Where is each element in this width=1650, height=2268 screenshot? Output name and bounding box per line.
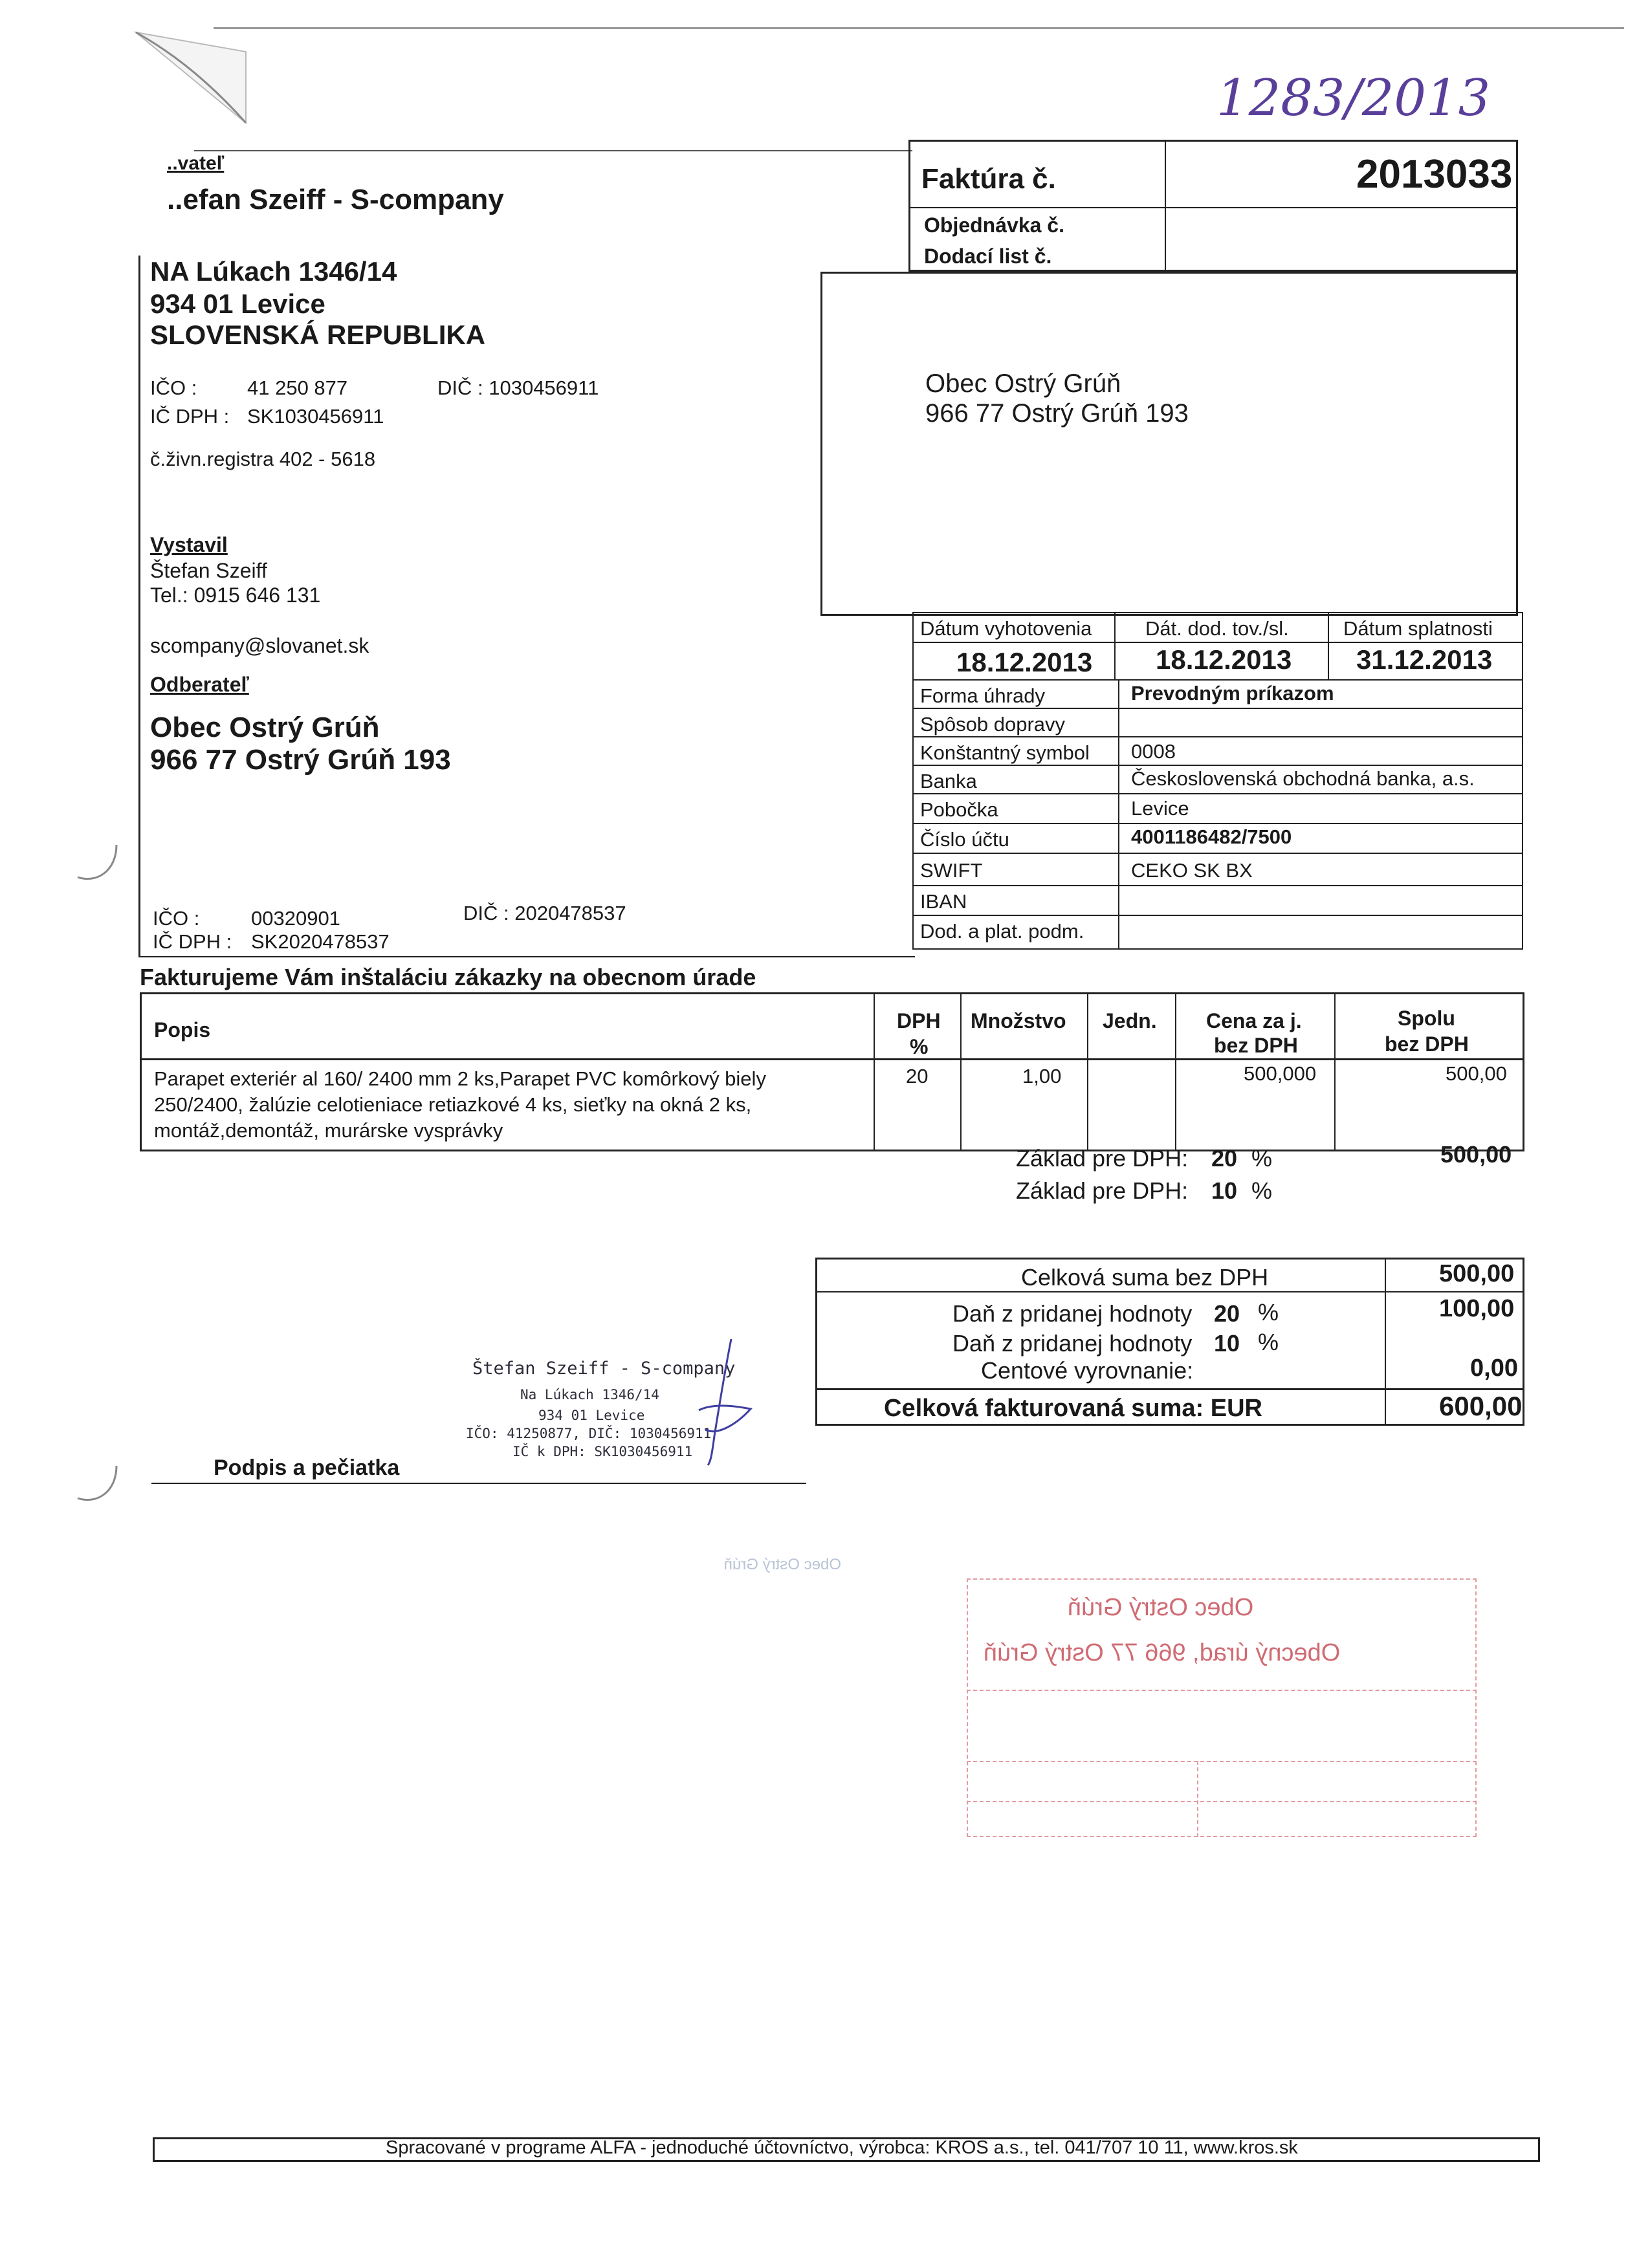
recipient-address: 966 77 Ostrý Grúň 193 — [925, 399, 1189, 428]
vat20-rate: 20 — [1214, 1300, 1240, 1327]
supplier-registry: č.živn.registra 402 - 5618 — [150, 448, 376, 470]
customer-icdph-label: IČ DPH : — [153, 930, 232, 953]
net-total: 500,00 — [1439, 1260, 1515, 1287]
summary-col-divider — [1385, 1258, 1386, 1426]
items-col-divider — [1087, 992, 1088, 1151]
payment-row-label: Spôsob dopravy — [920, 713, 1066, 736]
due-date: 31.12.2013 — [1356, 644, 1493, 675]
supplier-icdph-label: IČ DPH : — [150, 405, 230, 428]
customer-name: Obec Ostrý Grúň — [150, 712, 380, 743]
col-header-quantity: Množstvo — [971, 1009, 1066, 1032]
payment-row-label: IBAN — [920, 890, 967, 913]
payment-row-value: Prevodným príkazom — [1131, 682, 1334, 704]
delivery-date-label: Dát. dod. tov./sl. — [1145, 617, 1289, 640]
customer-bottom-rule — [138, 956, 915, 957]
handwritten-signature — [686, 1333, 757, 1468]
issuer-label: Vystavil — [150, 533, 228, 556]
left-frame-line — [138, 256, 140, 957]
net-total-label: Celková suma bez DPH — [1021, 1264, 1269, 1291]
payment-rule — [912, 793, 1523, 794]
item-unit-price: 500,000 — [1244, 1062, 1317, 1085]
grand-total-label: Celková fakturovaná suma: EUR — [884, 1395, 1262, 1422]
invoice-title-label: Faktúra č. — [921, 163, 1056, 195]
vat20-label: Daň z pridanej hodnoty — [952, 1300, 1193, 1327]
punch-hole-mark — [71, 1459, 123, 1511]
supplier-city: 934 01 Levice — [150, 289, 325, 319]
item-description-line2: 250/2400, žalúzie celotieniace retiazkové 4 ks, sieťky na okná 2 ks, — [154, 1093, 752, 1116]
col-header-description: Popis — [154, 1018, 211, 1041]
invoice-intro: Fakturujeme Vám inštaláciu zákazky na obecnom úrade — [140, 964, 756, 990]
payment-vdivider — [1118, 679, 1119, 950]
payment-rule — [912, 885, 1523, 886]
col-header-unit-price-sub: bez DPH — [1214, 1034, 1298, 1057]
supplier-dic: DIČ : 1030456911 — [437, 376, 599, 399]
vat-base-rate-10: 10 — [1211, 1177, 1238, 1204]
supplier-ico-label: IČO : — [150, 376, 197, 399]
payment-rule — [912, 765, 1523, 766]
supplier-street: NA Lúkach 1346/14 — [150, 256, 397, 287]
vat10-rate: 10 — [1214, 1330, 1240, 1357]
payment-rule — [912, 915, 1523, 916]
vat20-pct: % — [1258, 1299, 1279, 1325]
supplier-icdph: SK1030456911 — [247, 405, 384, 428]
payment-row-label: SWIFT — [920, 859, 983, 882]
folded-corner — [116, 26, 259, 129]
vat10-label: Daň z pridanej hodnoty — [952, 1330, 1193, 1357]
invoice-header-vdivider — [1165, 140, 1166, 272]
customer-address: 966 77 Ostrý Grúň 193 — [150, 744, 451, 776]
payment-rule — [912, 823, 1523, 824]
items-col-divider — [1334, 992, 1336, 1151]
customer-dic: DIČ : 2020478537 — [463, 902, 626, 924]
items-header-rule — [140, 1058, 1524, 1060]
grand-total: 600,00 — [1439, 1391, 1523, 1421]
summary-rule — [815, 1388, 1524, 1390]
payment-rule — [912, 642, 1523, 643]
stamp-line: Na Lúkach 1346/14 — [520, 1387, 659, 1402]
delivery-date: 18.12.2013 — [1156, 644, 1292, 675]
stamp-line: IČO: 41250877, DIČ: 1030456911 — [466, 1426, 712, 1441]
supplier-country: SLOVENSKÁ REPUBLIKA — [150, 320, 486, 350]
rounding-amount: 0,00 — [1470, 1355, 1518, 1382]
account-number: 4001186482/7500 — [1131, 825, 1292, 848]
col-header-vat: DPH — [897, 1009, 941, 1032]
payment-rule — [912, 708, 1523, 709]
bleed-through-line: Obec Ostrý Grúň — [723, 1556, 841, 1573]
col-header-vat-pct: % — [910, 1035, 929, 1058]
vat-base-total-20: 500,00 — [1440, 1141, 1512, 1168]
item-quantity: 1,00 — [1022, 1065, 1062, 1087]
payment-row-value: 0008 — [1131, 740, 1176, 763]
issue-date-label: Dátum vyhotovenia — [920, 617, 1092, 640]
dates-vdivider — [1114, 612, 1116, 679]
payment-row-label: Konštantný symbol — [920, 741, 1090, 764]
vat-base-label-10: Základ pre DPH: — [1016, 1177, 1189, 1204]
payment-row-value: Levice — [1131, 797, 1189, 820]
payment-rule — [912, 736, 1523, 737]
rounding-label: Centové vyrovnanie: — [981, 1357, 1194, 1384]
customer-icdph: SK2020478537 — [251, 930, 390, 953]
handwritten-reference: 1283/2013 — [1216, 69, 1491, 127]
recipient-name: Obec Ostrý Grúň — [925, 369, 1121, 398]
customer-label: Odberateľ — [150, 673, 249, 696]
item-total: 500,00 — [1446, 1062, 1507, 1085]
payment-row-label: Dod. a plat. podm. — [920, 920, 1084, 943]
vat-base-pct-20: % — [1251, 1145, 1273, 1172]
payment-row-value: CEKO SK BX — [1131, 859, 1253, 882]
stamp-line: 934 01 Levice — [538, 1408, 645, 1423]
item-description-line3: montáž,demontáž, murárske vysprávky — [154, 1119, 503, 1142]
issuer-name: Štefan Szeiff — [150, 559, 267, 582]
col-header-unit: Jedn. — [1103, 1009, 1157, 1032]
vat-base-rate-20: 20 — [1211, 1145, 1238, 1172]
payment-row-label: Banka — [920, 770, 977, 792]
col-header-total: Spolu — [1398, 1007, 1455, 1030]
received-stamp-rule — [967, 1801, 1477, 1802]
stamp-line: IČ k DPH: SK1030456911 — [512, 1444, 693, 1459]
dates-vdivider — [1328, 612, 1329, 679]
items-col-divider — [1175, 992, 1176, 1151]
punch-hole-mark — [71, 838, 123, 890]
vat-base-pct-10: % — [1251, 1177, 1273, 1204]
payment-row-label: Forma úhrady — [920, 684, 1045, 707]
payment-rule — [912, 853, 1523, 854]
footer-text: Spracované v programe ALFA - jednoduché účtovníctvo, výrobca: KROS a.s., tel. 041/707 10 11, www.kros.sk — [386, 2137, 1298, 2158]
vat20-amount: 100,00 — [1439, 1295, 1515, 1322]
items-col-divider — [960, 992, 962, 1151]
order-number-label: Objednávka č. — [924, 213, 1064, 237]
invoice-number: 2013033 — [1356, 152, 1513, 197]
summary-rule — [815, 1291, 1524, 1292]
due-date-label: Dátum splatnosti — [1343, 617, 1493, 640]
item-vat-rate: 20 — [906, 1065, 929, 1087]
signature-label: Podpis a pečiatka — [214, 1456, 400, 1480]
items-col-divider — [874, 992, 875, 1151]
customer-ico: 00320901 — [251, 907, 340, 930]
customer-ico-label: IČO : — [153, 907, 200, 930]
payment-row-value: Československá obchodná banka, a.s. — [1131, 767, 1475, 790]
signature-rule — [151, 1483, 806, 1484]
received-stamp-rule — [967, 1761, 1477, 1762]
item-description-line1: Parapet exteriér al 160/ 2400 mm 2 ks,Parapet PVC komôrkový biely — [154, 1067, 766, 1090]
payment-row-label: Číslo účtu — [920, 828, 1009, 851]
col-header-total-sub: bez DPH — [1385, 1032, 1469, 1056]
supplier-ico: 41 250 877 — [247, 376, 348, 399]
received-stamp-line2: Obecný úrad, 966 77 Ostrý Grúň — [984, 1639, 1341, 1666]
received-stamp-divider — [1197, 1761, 1198, 1837]
issue-date: 18.12.2013 — [956, 647, 1093, 677]
recipient-box — [820, 272, 1518, 616]
issuer-phone: Tel.: 0915 646 131 — [150, 583, 321, 607]
delivery-note-label: Dodací list č. — [924, 245, 1052, 268]
received-stamp-rule — [967, 1690, 1477, 1691]
supplier-top-rule — [194, 150, 912, 151]
payment-row-label: Pobočka — [920, 798, 998, 821]
stamp-line: Štefan Szeiff - S-company — [472, 1358, 736, 1379]
supplier-name: ..efan Szeiff - S-company — [167, 184, 504, 215]
supplier-label: ..vateľ — [167, 153, 225, 174]
page-top-edge — [214, 27, 1624, 29]
received-stamp-line1: Obec Ostrý Grúň — [1068, 1594, 1254, 1621]
col-header-unit-price: Cena za j. — [1206, 1009, 1302, 1032]
issuer-email: scompany@slovanet.sk — [150, 634, 369, 657]
vat-base-label-20: Základ pre DPH: — [1016, 1145, 1189, 1172]
payment-rule — [912, 679, 1523, 681]
invoice-header-hdivider — [908, 207, 1518, 208]
bleed-through-text — [311, 1553, 841, 1837]
vat10-pct: % — [1258, 1329, 1279, 1355]
